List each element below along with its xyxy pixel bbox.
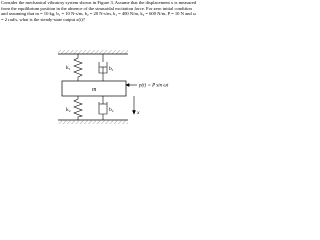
damper-b2 xyxy=(99,96,107,120)
displacement-arrow xyxy=(133,96,136,114)
force-arrow xyxy=(126,84,137,87)
damper-b1 xyxy=(99,54,107,81)
label-x: x xyxy=(137,110,140,116)
spring-k2 xyxy=(74,96,82,120)
label-k2: k₂ xyxy=(66,107,71,113)
top-wall xyxy=(58,50,128,54)
label-b1: b₁ xyxy=(109,66,114,72)
problem-statement: Consider the mechanical vibratory system shown in Figure 3. Assume that the displacement x is measured from the equilibrium position in the absence of the sinusoidal excitation force. For zero initial condition and assuming that m = 10 kg, b₁ = 10 N-s/m, b₂ = 20 N-s/m, k₁ = 400 N/m, k₂ = 600 N/m, P = 10 N and ω = 2 rad/s, what is the steady-state output x(t)? xyxy=(1,0,197,22)
bottom-wall xyxy=(58,120,128,124)
force-label: p(t) = P sin ωt xyxy=(139,83,169,89)
mechanical-system-figure xyxy=(0,0,200,126)
label-k1: k₁ xyxy=(66,65,71,71)
label-mass: m xyxy=(92,87,97,93)
label-b2: b₂ xyxy=(109,107,114,113)
spring-k1 xyxy=(74,54,82,81)
